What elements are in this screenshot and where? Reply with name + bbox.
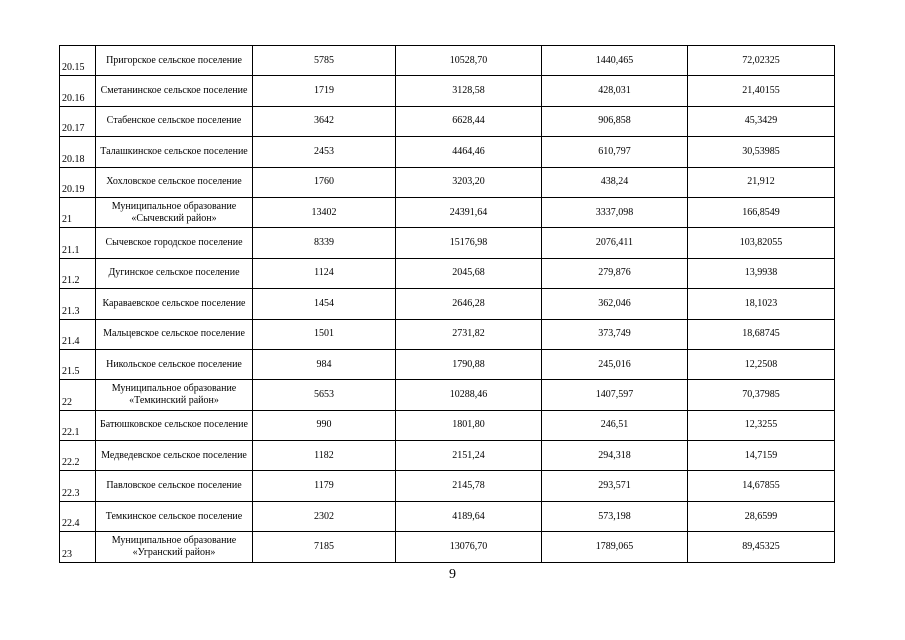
population-cell: 2453 [253, 137, 396, 167]
value-cell-3: 373,749 [542, 319, 688, 349]
row-number: 22.1 [60, 410, 96, 440]
value-cell-4: 30,53985 [688, 137, 835, 167]
value-cell-4: 14,7159 [688, 441, 835, 471]
value-cell-2: 3128,58 [396, 76, 542, 106]
value-cell-3: 294,318 [542, 441, 688, 471]
population-cell: 1719 [253, 76, 396, 106]
settlement-name: Пригорское сельское поселение [96, 46, 253, 76]
value-cell-4: 21,912 [688, 167, 835, 197]
value-cell-2: 6628,44 [396, 106, 542, 136]
population-cell: 5785 [253, 46, 396, 76]
settlement-name: Стабенское сельское поселение [96, 106, 253, 136]
table-row [60, 258, 835, 288]
row-number: 23 [60, 532, 96, 562]
table-row [60, 410, 835, 440]
row-number: 20.15 [60, 46, 96, 76]
value-cell-2: 2145,78 [396, 471, 542, 501]
table-row [60, 167, 835, 197]
value-cell-3: 1789,065 [542, 532, 688, 562]
table-row [60, 319, 835, 349]
municipal-data-table [59, 45, 835, 563]
value-cell-2: 4464,46 [396, 137, 542, 167]
population-cell: 1124 [253, 258, 396, 288]
value-cell-2: 10528,70 [396, 46, 542, 76]
table-row [60, 501, 835, 531]
table-row [60, 106, 835, 136]
row-number: 20.17 [60, 106, 96, 136]
value-cell-2: 2646,28 [396, 289, 542, 319]
value-cell-3: 1407,597 [542, 380, 688, 410]
row-number: 21.5 [60, 349, 96, 379]
population-cell: 1179 [253, 471, 396, 501]
table-row [60, 532, 835, 562]
value-cell-4: 166,8549 [688, 197, 835, 227]
settlement-name: Мальцевское сельское поселение [96, 319, 253, 349]
value-cell-3: 362,046 [542, 289, 688, 319]
settlement-name: Темкинское сельское поселение [96, 501, 253, 531]
population-cell: 984 [253, 349, 396, 379]
value-cell-3: 293,571 [542, 471, 688, 501]
value-cell-2: 3203,20 [396, 167, 542, 197]
population-cell: 990 [253, 410, 396, 440]
value-cell-4: 12,2508 [688, 349, 835, 379]
row-number: 22.4 [60, 501, 96, 531]
row-number: 22.3 [60, 471, 96, 501]
settlement-name: Дугинское сельское поселение [96, 258, 253, 288]
value-cell-3: 573,198 [542, 501, 688, 531]
settlement-name: Батюшковское сельское поселение [96, 410, 253, 440]
row-number: 21 [60, 197, 96, 227]
settlement-name: Муниципальное образование «Темкинский район» [96, 380, 253, 410]
settlement-name: Никольское сельское поселение [96, 349, 253, 379]
table-row [60, 471, 835, 501]
population-cell: 1454 [253, 289, 396, 319]
table-row [60, 380, 835, 410]
value-cell-3: 279,876 [542, 258, 688, 288]
value-cell-4: 13,9938 [688, 258, 835, 288]
value-cell-4: 45,3429 [688, 106, 835, 136]
value-cell-3: 3337,098 [542, 197, 688, 227]
settlement-name: Павловское сельское поселение [96, 471, 253, 501]
value-cell-2: 15176,98 [396, 228, 542, 258]
value-cell-4: 12,3255 [688, 410, 835, 440]
table-row [60, 441, 835, 471]
value-cell-2: 2731,82 [396, 319, 542, 349]
population-cell: 1501 [253, 319, 396, 349]
value-cell-3: 2076,411 [542, 228, 688, 258]
value-cell-4: 28,6599 [688, 501, 835, 531]
row-number: 22 [60, 380, 96, 410]
value-cell-2: 24391,64 [396, 197, 542, 227]
table-row [60, 76, 835, 106]
value-cell-2: 2151,24 [396, 441, 542, 471]
value-cell-3: 438,24 [542, 167, 688, 197]
row-number: 20.19 [60, 167, 96, 197]
row-number: 21.4 [60, 319, 96, 349]
value-cell-2: 4189,64 [396, 501, 542, 531]
settlement-name: Караваевское сельское поселение [96, 289, 253, 319]
value-cell-4: 18,1023 [688, 289, 835, 319]
row-number: 20.16 [60, 76, 96, 106]
value-cell-3: 246,51 [542, 410, 688, 440]
table-body [60, 46, 835, 563]
settlement-name: Сычевское городское поселение [96, 228, 253, 258]
settlement-name: Сметанинское сельское поселение [96, 76, 253, 106]
population-cell: 1182 [253, 441, 396, 471]
value-cell-3: 245,016 [542, 349, 688, 379]
value-cell-2: 1790,88 [396, 349, 542, 379]
table-row [60, 197, 835, 227]
settlement-name: Медведевское сельское поселение [96, 441, 253, 471]
settlement-name: Талашкинское сельское поселение [96, 137, 253, 167]
value-cell-2: 2045,68 [396, 258, 542, 288]
value-cell-4: 103,82055 [688, 228, 835, 258]
population-cell: 13402 [253, 197, 396, 227]
table-row [60, 349, 835, 379]
page-number: 9 [449, 567, 456, 582]
row-number: 20.18 [60, 137, 96, 167]
value-cell-4: 18,68745 [688, 319, 835, 349]
value-cell-2: 1801,80 [396, 410, 542, 440]
value-cell-4: 70,37985 [688, 380, 835, 410]
value-cell-4: 89,45325 [688, 532, 835, 562]
table-row [60, 137, 835, 167]
row-number: 21.2 [60, 258, 96, 288]
population-cell: 8339 [253, 228, 396, 258]
settlement-name: Муниципальное образование «Сычевский район» [96, 197, 253, 227]
value-cell-2: 10288,46 [396, 380, 542, 410]
row-number: 21.3 [60, 289, 96, 319]
settlement-name: Хохловское сельское поселение [96, 167, 253, 197]
population-cell: 2302 [253, 501, 396, 531]
value-cell-3: 428,031 [542, 76, 688, 106]
settlement-name: Муниципальное образование «Угранский район» [96, 532, 253, 562]
value-cell-4: 14,67855 [688, 471, 835, 501]
value-cell-4: 21,40155 [688, 76, 835, 106]
table-row [60, 46, 835, 76]
table-row [60, 289, 835, 319]
value-cell-2: 13076,70 [396, 532, 542, 562]
row-number: 21.1 [60, 228, 96, 258]
value-cell-3: 610,797 [542, 137, 688, 167]
value-cell-4: 72,02325 [688, 46, 835, 76]
population-cell: 7185 [253, 532, 396, 562]
value-cell-3: 1440,465 [542, 46, 688, 76]
value-cell-3: 906,858 [542, 106, 688, 136]
population-cell: 3642 [253, 106, 396, 136]
population-cell: 5653 [253, 380, 396, 410]
row-number: 22.2 [60, 441, 96, 471]
population-cell: 1760 [253, 167, 396, 197]
table-row [60, 228, 835, 258]
